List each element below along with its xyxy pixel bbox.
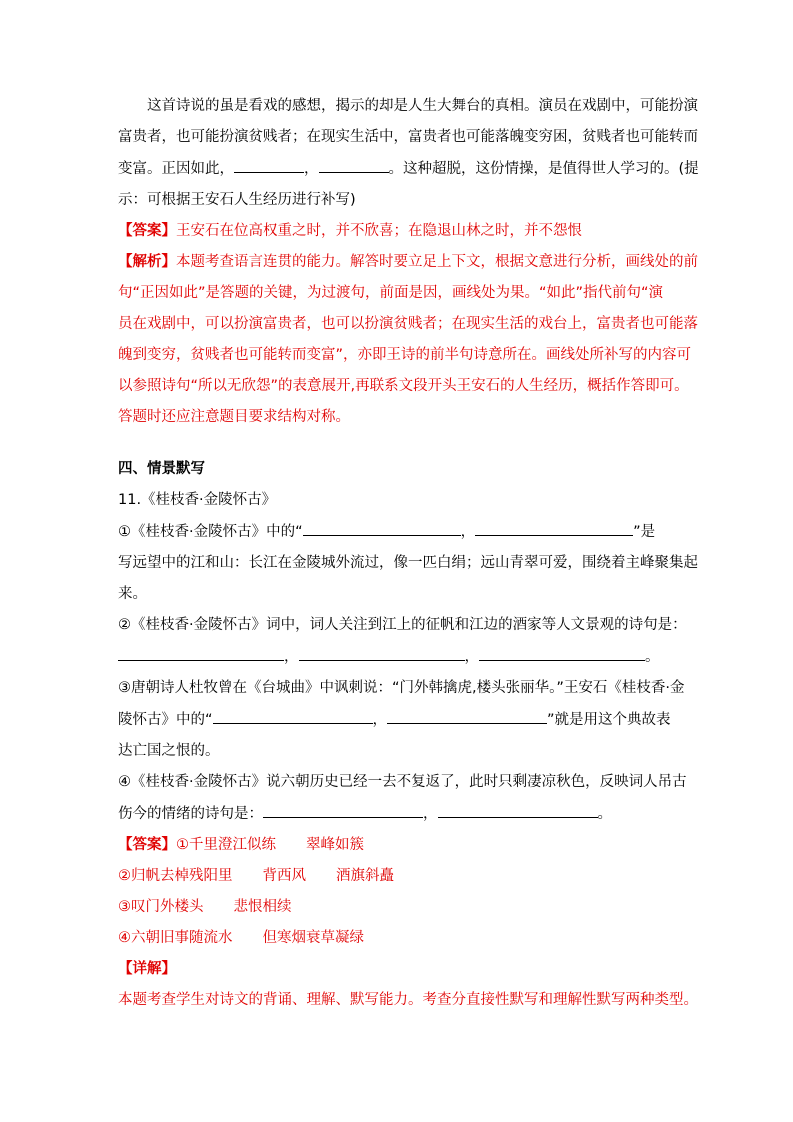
passage-line: 示：可根据王安石人生经历进行补写) bbox=[118, 192, 356, 208]
analysis-line: 以参照诗句“所以无欣怨”的表意展开,再联系文段开头王安石的人生经历，概括作答即可。 bbox=[118, 378, 689, 394]
analysis-line: 句“正因如此”是答题的关键，为过渡句，前面是因，画线处为果。“如此”指代前句“演 bbox=[118, 285, 664, 301]
passage-paragraph bbox=[118, 96, 699, 210]
answer-text: 背西风 bbox=[262, 868, 306, 884]
passage-line: 富贵者，也可能扮演贫贱者；在现实生活中，富贵者也可能落魄变穷困，贫贱者也可能转而 bbox=[118, 129, 698, 145]
fill-blank bbox=[263, 803, 423, 818]
question-line: 写远望中的江和山：长江在金陵城外流过，像一匹白绢；远山青翠可爱，围绕着主峰聚集起 bbox=[118, 555, 698, 571]
analysis-line: 答题时还应注意题目要求结构对称。 bbox=[118, 409, 350, 425]
analysis-line: 员在戏剧中，可以扮演富贵者，也可以扮演贫贱者；在现实生活的戏台上，富贵者也可能落 bbox=[118, 316, 698, 332]
question-line bbox=[118, 521, 678, 542]
analysis-line bbox=[118, 252, 698, 272]
question-text: ， bbox=[460, 524, 476, 540]
answer-text: 悲恨相续 bbox=[233, 899, 292, 915]
answer-line bbox=[118, 928, 678, 948]
answer-label: 【答案】 bbox=[118, 223, 176, 239]
question-line: 来。 bbox=[118, 586, 147, 602]
question-text: ①《桂枝香·金陵怀古》中的“ bbox=[118, 524, 303, 540]
fill-blank bbox=[299, 646, 465, 661]
question-title: 11.《桂枝香·金陵怀古》 bbox=[118, 492, 277, 508]
question-text: 。 bbox=[645, 649, 660, 665]
question-text: ， bbox=[284, 649, 299, 665]
answer-line bbox=[118, 897, 678, 917]
detail-text: 本题考查学生对诗文的背诵、理解、默写能力。考查分直接性默写和理解性默写两种类型。 bbox=[118, 992, 698, 1008]
analysis-label: 【解析】 bbox=[118, 254, 176, 270]
analysis-line: 魄到变穷，贫贱者也可能转而变富”，亦即王诗的前半句诗意所在。画线处所补写的内容可 bbox=[118, 347, 692, 363]
question-text: 。 bbox=[597, 806, 612, 822]
question-text: ， bbox=[372, 712, 388, 728]
question-text: 伤今的情绪的诗句是： bbox=[118, 806, 263, 822]
question-line: 达亡国之恨的。 bbox=[118, 743, 220, 759]
answer-text: ②归帆去棹残阳里 bbox=[118, 868, 233, 884]
passage-text: ， bbox=[304, 161, 319, 177]
detail-label: 【详解】 bbox=[118, 961, 176, 977]
passage-text: 。这种超脱，这份情操，是值得世人学习的。(提 bbox=[388, 161, 699, 177]
passage-text: 变富。正因如此， bbox=[118, 161, 234, 177]
question-text: 陵怀古》中的“ bbox=[118, 712, 213, 728]
analysis-text: 本题考查语言连贯的能力。解答时要立足上下文，根据文意进行分析，画线处的前 bbox=[176, 254, 698, 270]
question-line: ②《桂枝香·金陵怀古》词中，词人关注到江上的征帆和江边的酒家等人文景观的诗句是： bbox=[118, 617, 687, 633]
document-content bbox=[118, 96, 699, 1010]
answer-text: 酒旗斜矗 bbox=[336, 868, 394, 884]
question-line bbox=[118, 646, 678, 667]
question-text: ， bbox=[464, 649, 479, 665]
answer-text: 翠峰如簇 bbox=[306, 837, 364, 853]
fill-blank bbox=[387, 709, 547, 724]
question-text: ， bbox=[423, 806, 438, 822]
fill-blank bbox=[438, 803, 598, 818]
answer-line bbox=[118, 835, 678, 855]
fill-blank bbox=[234, 158, 304, 173]
passage-line bbox=[118, 158, 699, 179]
answer-text: 王安石在位高权重之时，并不欣喜；在隐退山林之时，并不怨恨 bbox=[176, 223, 582, 239]
spacer bbox=[118, 427, 678, 459]
answer-label: 【答案】 bbox=[118, 837, 176, 853]
section-title: 四、情景默写 bbox=[118, 461, 205, 477]
fill-blank bbox=[213, 709, 373, 724]
question-line bbox=[118, 803, 678, 824]
analysis-block bbox=[118, 252, 698, 427]
fill-blank bbox=[319, 158, 389, 173]
answer-text: ④六朝旧事随流水 bbox=[118, 930, 233, 946]
fill-blank bbox=[303, 521, 461, 536]
question-text: ”是 bbox=[633, 524, 656, 540]
question-line bbox=[118, 709, 678, 730]
passage-line: 这首诗说的虽是看戏的感想，揭示的却是人生大舞台的真相。演员在戏剧中，可能扮演 bbox=[147, 98, 698, 114]
fill-blank bbox=[475, 521, 633, 536]
question-line: ③唐朝诗人杜牧曾在《台城曲》中讽刺说：“门外韩擒虎,楼头张丽华。”王安石《桂枝香·金 bbox=[118, 680, 685, 696]
answer-text: 但寒烟衰草凝绿 bbox=[262, 930, 364, 946]
answer-line bbox=[118, 221, 678, 241]
question-line: ④《桂枝香·金陵怀古》说六朝历史已经一去不复返了，此时只剩凄凉秋色，反映词人吊古 bbox=[118, 774, 687, 790]
answer-text: ③叹门外楼头 bbox=[118, 899, 204, 915]
fill-blank bbox=[479, 646, 645, 661]
answer-text: ①千里澄江似练 bbox=[176, 837, 276, 853]
question-text: ”就是用这个典故表 bbox=[547, 712, 671, 728]
fill-blank bbox=[118, 646, 284, 661]
answer-line bbox=[118, 866, 678, 886]
